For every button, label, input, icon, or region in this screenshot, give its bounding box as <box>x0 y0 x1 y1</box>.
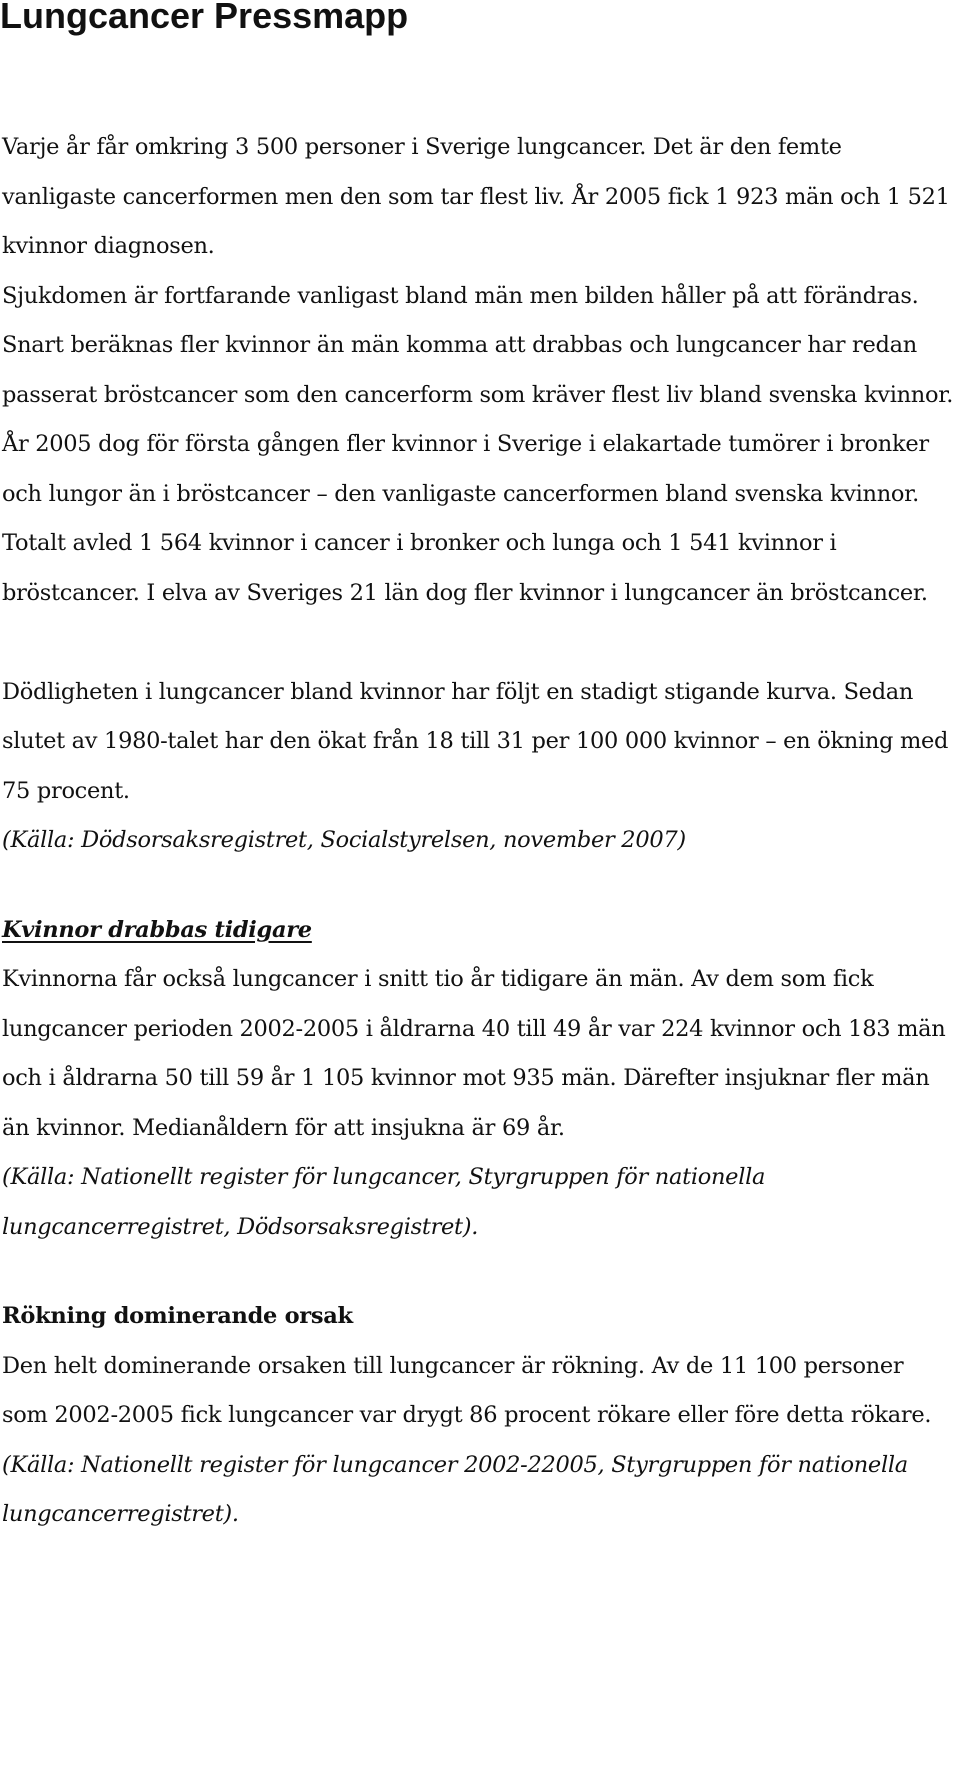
spacer <box>2 866 954 906</box>
intro-paragraph-3: År 2005 dog för första gången fler kvinnor i Sverige i elakartade tumörer i bronker och lungor än i bröstcancer – den vanligaste cancerformen bland svenska kvinnor. Totalt avled 1 564 kvinnor i cancer i bronker och lunga och 1 541 kvinnor i bröstcancer. I elva av Sveriges 21 län dog fler kvinnor i lungcancer än bröstcancer. <box>2 431 929 606</box>
document-body <box>2 123 954 1540</box>
intro-paragraph-2: Sjukdomen är fortfarande vanligast bland män men bilden håller på att förändras. Snart beräknas fler kvinnor än män komma att drabbas och lungcancer har redan passerat bröstcancer som den cancerform som kräver flest liv bland svenska kvinnor. <box>2 282 954 408</box>
women-source: (Källa: Nationellt register för lungcancer, Styrgruppen för nationella lungcancerregistret, Dödsorsaksregistret). <box>2 1164 766 1240</box>
intro-paragraph-1: Varje år får omkring 3 500 personer i Sverige lungcancer. Det är den femte vanligaste cancerformen men den som tar flest liv. År 2005 fick 1 923 män och 1 521 kvinnor diagnosen. <box>2 134 950 259</box>
section-heading-women: Kvinnor drabbas tidigare <box>2 916 312 943</box>
mortality-paragraph: Dödligheten i lungcancer bland kvinnor har följt en stadigt stigande kurva. Sedan slutet av 1980-talet har den ökat från 18 till 31 per 100 000 kvinnor – en ökning med 75 procent. <box>2 678 949 804</box>
smoking-paragraph: Den helt dominerande orsaken till lungcancer är rökning. Av de 11 100 personer som 2002-2005 fick lungcancer var drygt 86 procent rökare eller före detta rökare. <box>2 1352 932 1428</box>
women-paragraph: Kvinnorna får också lungcancer i snitt tio år tidigare än män. Av dem som fick lungcancer perioden 2002-2005 i åldrarna 40 till 49 år var 224 kvinnor och 183 män och i åldrarna 50 till 59 år 1 105 kvinnor mot 935 män. Därefter insjuknar fler män än kvinnor. Medianåldern för att insjukna är 69 år. <box>2 966 946 1141</box>
mortality-source: (Källa: Dödsorsaksregistret, Socialstyrelsen, november 2007) <box>2 827 686 853</box>
spacer <box>2 1252 954 1292</box>
spacer <box>2 618 954 668</box>
page-title: Lungcancer Pressmapp <box>0 0 409 36</box>
smoking-source: (Källa: Nationellt register för lungcancer 2002-22005, Styrgruppen för nationella lungcancerregistret). <box>2 1451 908 1527</box>
section-heading-smoking: Rökning dominerande orsak <box>2 1303 353 1329</box>
